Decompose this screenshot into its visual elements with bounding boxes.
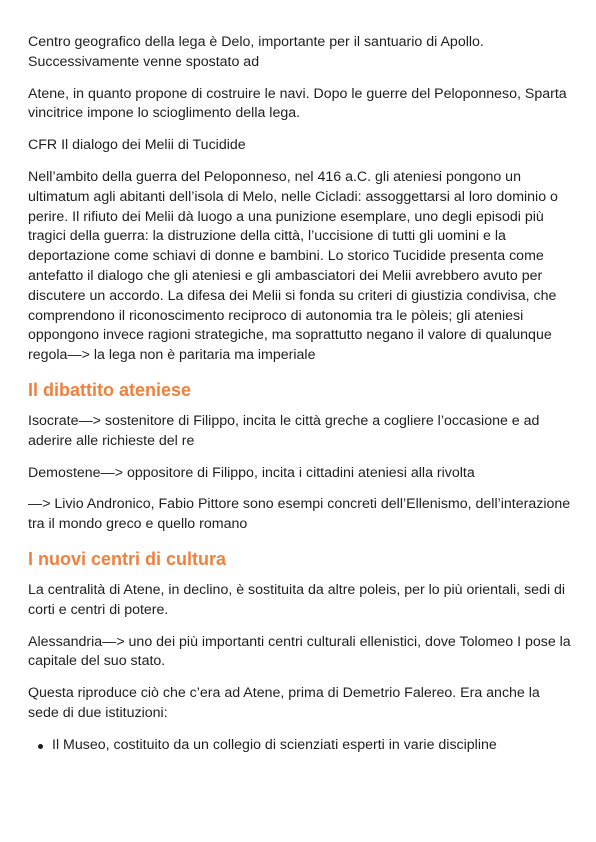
- paragraph-atene-navi: Atene, in quanto propone di costruire le navi. Dopo le guerre del Peloponneso, Sparta vincitrice impone lo scioglimento della lega.: [28, 85, 567, 122]
- paragraph-alessandria: Alessandria—> uno dei più importanti centri culturali ellenistici, dove Tolomeo I pose la capitale del suo stato.: [28, 633, 571, 670]
- paragraph-demostene: Demostene—> oppositore di Filippo, incita i cittadini ateniesi alla rivolta: [28, 464, 475, 481]
- paragraph-livio-andronico: —> Livio Andronico, Fabio Pittore sono esempi concreti dell’Ellenismo, dell’interazione tra il mondo greco e quello romano: [28, 496, 571, 533]
- paragraph-istituzioni: Questa riproduce ciò che c’era ad Atene, prima di Demetrio Falereo. Era anche la sede di due istituzioni:: [28, 685, 540, 721]
- list-item-museo: Il Museo, costituito da un collegio di scienziati esperti in varie discipline: [52, 736, 573, 756]
- paragraph-delo: Centro geografico della lega è Delo, importante per il santuario di Apollo. Successivamente venne spostato ad: [28, 34, 484, 70]
- paragraph-isocrate: Isocrate—> sostenitore di Filippo, incita le città greche a cogliere l’occasione e ad aderire alle richieste del re: [28, 412, 540, 449]
- paragraph-cfr-melii: CFR Il dialogo dei Melii di Tucidide: [28, 137, 246, 154]
- document-page: [28, 33, 573, 756]
- bullet-list: [28, 736, 573, 756]
- heading-dibattito-ateniese: Il dibattito ateniese: [28, 379, 192, 400]
- heading-nuovi-centri: I nuovi centri di cultura: [28, 548, 227, 569]
- paragraph-melo-ultimatum: Nell’ambito della guerra del Peloponneso, nel 416 a.C. gli ateniesi pongono un ultimatum agli abitanti dell’isola di Melo, nelle Cicladi: assoggettarsi al loro dominio o perire. Il rifiuto dei Melii dà luogo a una punizione esemplare, uno degli episodi più tragici della guerra: la distruzione della città, l’uccisione di tutti gli uomini e la deportazione come schiavi di donne e bambini. Lo storico Tucidide presenta come antefatto il dialogo che gli ateniesi e gli ambasciatori dei Melii avrebbero avuto per discutere un accordo. La difesa dei Melii si fonda su criteri di giustizia condivisa, che comprendono il riconoscimento reciproco di autonomia tra le pòleis; gli ateniesi oppongono invece ragioni strategiche, ma soprattutto negano il valore di qualunque regola—> la lega non è paritaria ma imperiale: [28, 168, 558, 364]
- paragraph-centralita-atene: La centralità di Atene, in declino, è sostituita da altre poleis, per lo più orientali, sedi di corti e centri di potere.: [28, 581, 566, 618]
